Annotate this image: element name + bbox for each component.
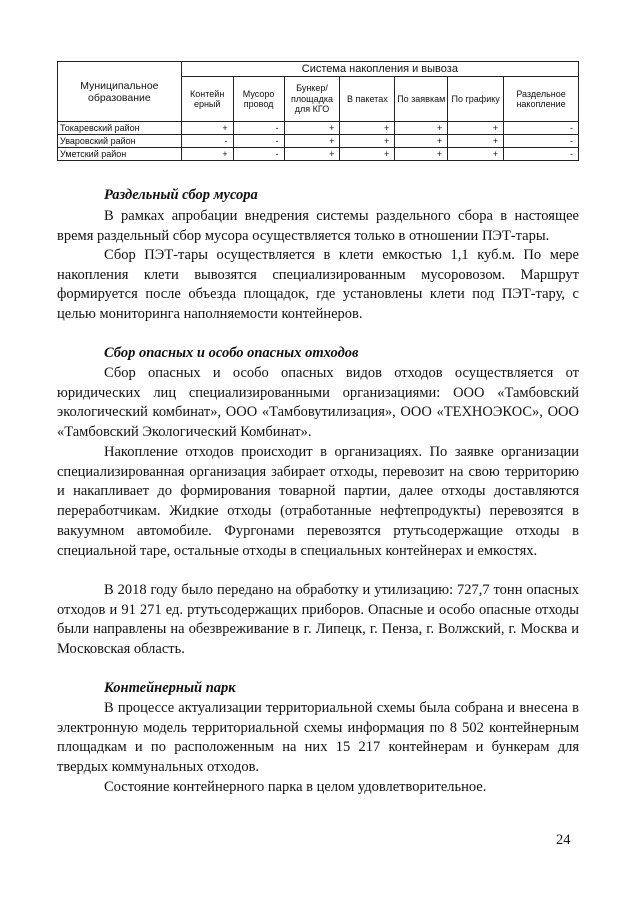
paragraph: Сбор ПЭТ-тары осуществляется в клети емкостью 1,1 куб.м. По мере накопления клети вывозятся специализированным мусоровозом. Маршрут формируется после объезда площадок, где установлены клети под ПЭТ-тару, с целью мониторинга наполняемости контейнеров.: [57, 247, 579, 323]
column-header: По графику: [448, 77, 504, 122]
section-title-separate: Раздельный сбор мусора: [104, 187, 258, 203]
paragraph: Накопление отходов происходит в организациях. По заявке организации специализированная организация забирает отходы, перевозит на свою территорию и накапливает до формирования товарной партии, далее отходы доставляются переработчикам. Жидкие отходы (отработанные нефтепродукты) перевозятся в вакуумном автомобиле. Фургонами перевозятся ртутьсодержащие отходы в специальной таре, остальные отходы в специальных контейнерах и емкостях.: [57, 444, 579, 559]
table-cell: +: [448, 148, 504, 161]
waste-system-table: [57, 61, 579, 161]
table-row: [58, 122, 579, 135]
section-title-containers: Контейнерный парк: [104, 680, 236, 696]
table-cell: -: [504, 122, 579, 135]
section-title-hazardous: Сбор опасных и особо опасных отходов: [104, 345, 359, 361]
table-cell: -: [233, 122, 284, 135]
table-cell: +: [340, 135, 395, 148]
row-name: Уметский район: [58, 148, 182, 161]
table-cell: +: [284, 135, 340, 148]
paragraph: В 2018 году было передано на обработку и утилизацию: 727,7 тонн опасных отходов и 91 271 ед. ртутьсодержащих приборов. Опасные и особо опасные отходы были направлены на обезвреживание в г. Липецк, г. Пенза, г. Волжский, г. Москва и Московская область.: [57, 582, 579, 658]
row-name: Уваровский район: [58, 135, 182, 148]
column-header: В пакетах: [340, 77, 395, 122]
table-cell: +: [284, 122, 340, 135]
table-cell: +: [340, 148, 395, 161]
table-row: [58, 135, 579, 148]
column-header: По заявкам: [395, 77, 448, 122]
table-cell: +: [395, 122, 448, 135]
column-header: Бункер/ площадка для КГО: [284, 77, 340, 122]
table-cell: +: [181, 122, 233, 135]
table-cell: +: [448, 135, 504, 148]
paragraph: Сбор опасных и особо опасных видов отходов осуществляется от юридических лиц специализированными организациями: ООО «Тамбовский экологический комбинат», ООО «Тамбовутилизация», ООО «ТЕХНОЭКОС», ООО «Тамбовский Экологический Комбинат».: [57, 365, 579, 441]
system-header: Система накопления и вывоза: [181, 62, 578, 77]
table-row: [58, 148, 579, 161]
column-header: Раздельное накопление: [504, 77, 579, 122]
table-cell: -: [504, 148, 579, 161]
row-name: Токаревский район: [58, 122, 182, 135]
column-header: Мусоро провод: [233, 77, 284, 122]
table-cell: -: [181, 135, 233, 148]
table-cell: +: [448, 122, 504, 135]
table-cell: +: [395, 135, 448, 148]
table-cell: +: [284, 148, 340, 161]
table-cell: -: [504, 135, 579, 148]
table-cell: +: [395, 148, 448, 161]
paragraph: В процессе актуализации территориальной схемы была собрана и внесена в электронную модель территориальной схемы информация по 8 502 контейнерным площадкам и по расположенным на них 15 217 контейнерам и бункерам для твердых коммунальных отходов.: [57, 700, 579, 776]
page-number: 24: [556, 832, 571, 848]
table-cell: -: [233, 148, 284, 161]
table-cell: +: [340, 122, 395, 135]
municipality-header: Муниципальное образование: [58, 62, 182, 122]
column-header: Контейн ерный: [181, 77, 233, 122]
table-cell: -: [233, 135, 284, 148]
table-cell: +: [181, 148, 233, 161]
paragraph: В рамках апробации внедрения системы раздельного сбора в настоящее время раздельный сбор мусора осуществляется только в отношении ПЭТ-тары.: [57, 208, 579, 244]
paragraph: Состояние контейнерного парка в целом удовлетворительное.: [104, 779, 487, 795]
